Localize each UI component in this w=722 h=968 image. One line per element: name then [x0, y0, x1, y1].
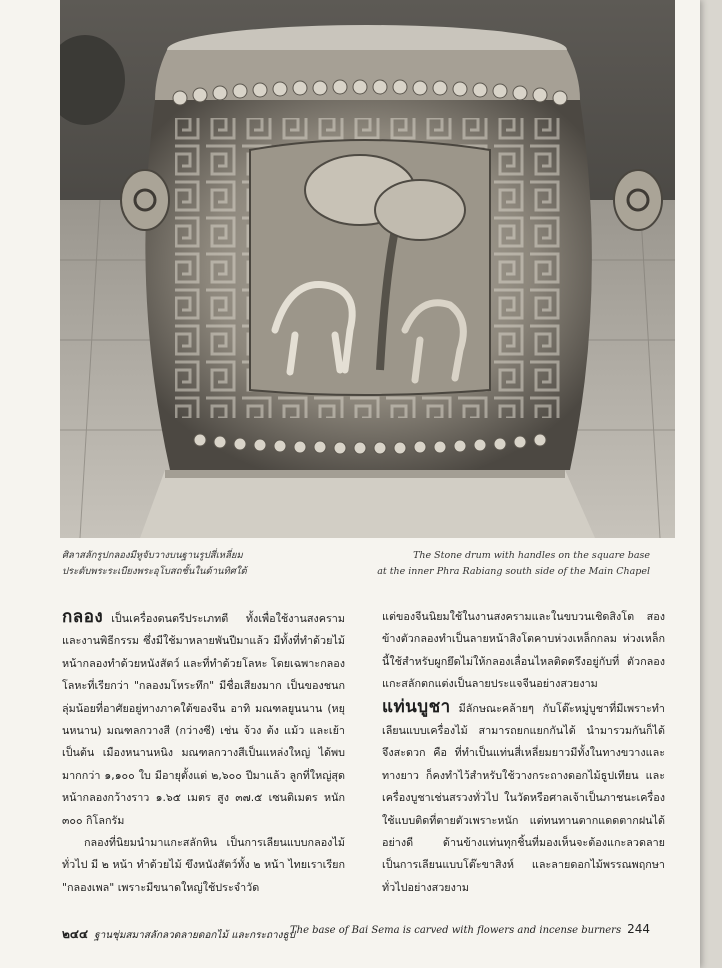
left-text-column — [62, 606, 345, 899]
footer-english-title: The base of Bai Sema is carved with flowers and incense burners — [289, 925, 622, 936]
stone-drum-illustration — [60, 0, 675, 538]
footer-thai-title: ฐานชุ่มสมาสลักลวดลายดอกไม้ และกระถางธูป — [94, 930, 295, 941]
altar-paragraph — [382, 696, 665, 900]
altar-paragraph-text: มีลักษณะคล้ายๆ กับโต๊ะหมู่บูชาที่มีเพราะทำเลียนแบบเครื่องไม้ สามารถยกแยกกันได้ นำมารวมกันก็ได้ จึงสะดวก คือ ที่ทำเป็นแท่นสี่เหลี่ยมยาวมีทั้งในทางขวางและทางยาว ก็คงทำไว้สำหรับใช้วางกระถางดอกไม้ธูปเทียน และเครื่องบูชาเช่นสรวงทั่วไป ในวัดหรือศาลเจ้าเป็นภาชนะเครื่องใช้แบบติดที่ตายตัวเพราะหนัก แต่ทนทานตากแดดตากฝนได้อย่างดี ด้านข้างแท่นทุกชิ้นที่มองเห็นจะต้องแกะลวดลายเป็นการเลียนแบบโต๊ะขาสิงห์ และลายดอกไม้พรรณพฤกษาทั่วไปอย่างสวยงาม — [382, 701, 665, 894]
caption-thai-line-1: ศิลาสลักรูปกลองมีหูจับวางบนฐานรูปสี่เหลี่ยม — [62, 550, 243, 561]
page-number: 244 — [627, 922, 650, 936]
right-text-column — [382, 606, 665, 899]
altar-heading: แท่นบูชา — [382, 696, 451, 717]
stone-drum-paragraph: กลองที่นิยมนำมาแกะสลักหิน เป็นการเลียนแบบกลองไม้ทั่วไป มี ๒ หน้า ทำด้วยไม้ ขึงหนังสัตว์ทั้ง ๒ หน้า ไทยเราเรียก "กลองเพล" เพราะมีขนาดใหญ่ใช้ประจำวัด — [62, 836, 345, 894]
stone-drum-photo — [60, 0, 675, 538]
caption-thai-line-2: ประดับพระระเบียงพระอุโบสถชั้นในด้านทิศใต้ — [62, 566, 247, 577]
photo-caption-thai — [62, 548, 362, 580]
thai-page-number: ๒๔๔ — [62, 927, 89, 941]
drum-continued-paragraph: แต่ของจีนนิยมใช้ในงานสงครามและในขบวนเชิดสิงโต สองข้างตัวกลองทำเป็นลายหน้าสิงโตคาบห่วงเหล็กกลม ห่วงเหล็กนี้ใช้สำหรับผูกยึดไม่ให้กลองเลื่อนไหลติดตรึงอยู่กับที่ ตัวกลองแกะสลักตกแต่งเป็นลายประแจจีนอย่างสวยงาม — [382, 610, 665, 691]
footer-english — [290, 922, 650, 936]
drum-paragraph — [62, 606, 345, 832]
drum-paragraph-text: เป็นเครื่องดนตรีประเภทตี ทั้งเพื่อใช้งานสงคราม และงานพิธีกรรม ซึ่งมีใช้มาหลายพันปีมาแล้ว มีทั้งที่ทำด้วยไม้ หน้ากลองทำด้วยหนังสัตว์ และที่ทำด้วยโลหะ โดยเฉพาะกลองโลหะที่เรียกว่า "กลองมโหระทึก" มีชื่อเสียงมาก เป็นของชนกลุ่มน้อยที่อาศัยอยู่ทางภาคใต้ของจีน อาทิ มณฑลยูนนาน (หยุนหนาน) มณฑลกวางสี (กว่างซี) เช่น จ้วง ต้ง แม้ว และเย้า เป็นต้น เมืองหนานหนิง มณฑลกวางสีเป็นแหล่งใหญ่ ได้พบมากกว่า ๑,๑๐๐ ใบ มีอายุตั้งแต่ ๒,๖๐๐ ปีมาแล้ว ลูกที่ใหญ่สุดหน้ากลองกว้างราว ๑.๖๕ เมตร สูง ๓๗.๕ เซนติเมตร หนัก ๓๐๐ กิโลกรัม — [62, 612, 345, 827]
footer-thai — [62, 925, 295, 944]
caption-english-line-1: The Stone drum with handles on the square base — [413, 550, 650, 561]
caption-english-line-2: at the inner Phra Rabiang south side of the Main Chapel — [377, 566, 650, 577]
drum-heading: กลอง — [62, 607, 104, 627]
photo-caption-english — [350, 548, 650, 580]
